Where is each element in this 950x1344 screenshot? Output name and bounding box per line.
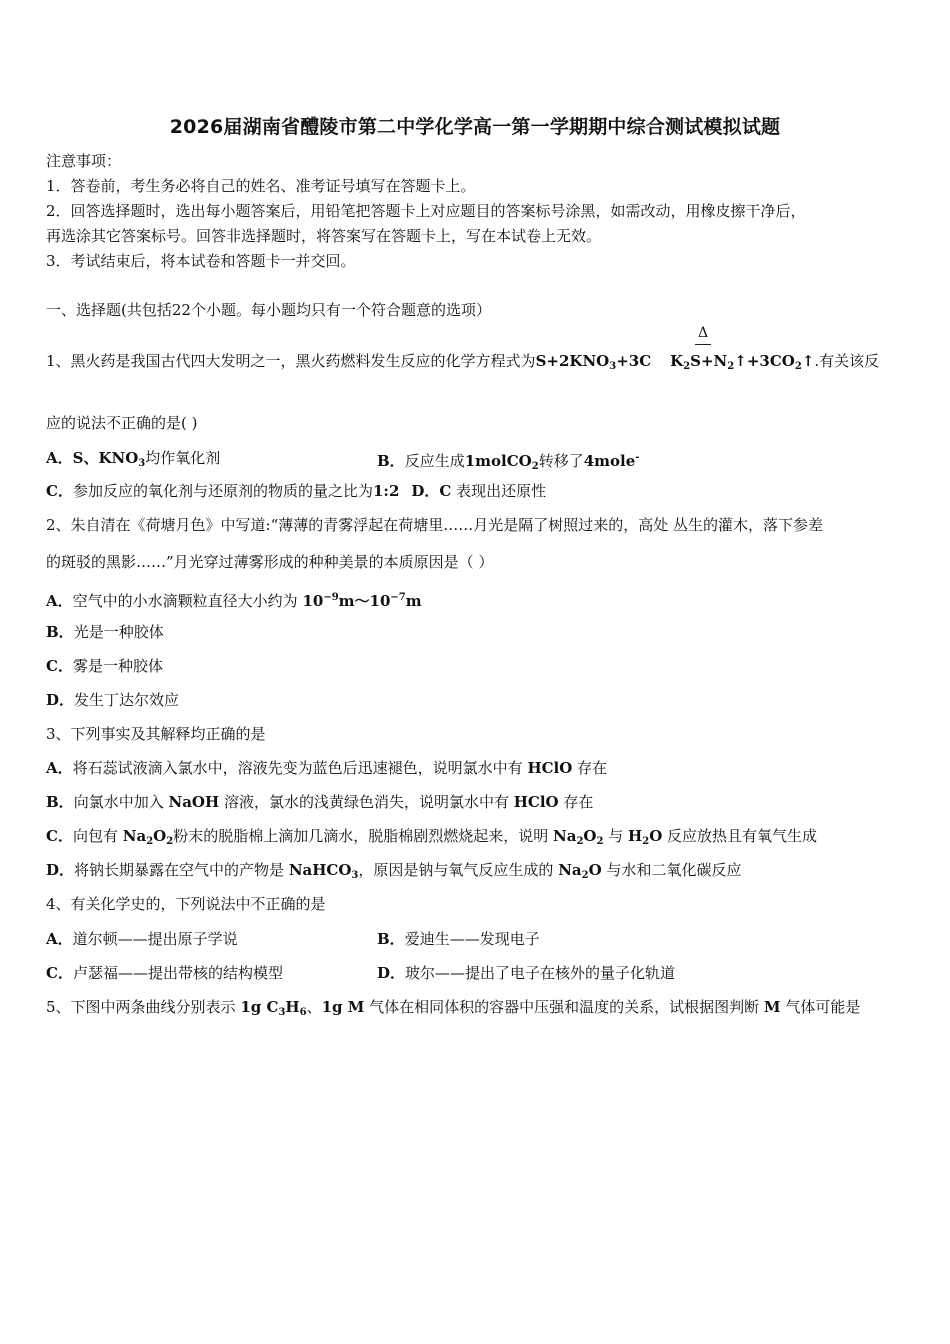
q4-option-d[interactable]: D．玻尔——提出了电子在核外的量子化轨道 (377, 964, 676, 982)
q2-option-c[interactable]: C．雾是一种胶体 (46, 657, 163, 675)
page-title: 2026届湖南省醴陵市第二中学化学高一第一学期期中综合测试模拟试题 (169, 116, 781, 138)
q2-option-b[interactable]: B．光是一种胶体 (46, 623, 164, 641)
question-5-stem: 5、下图中两条曲线分别表示 1g $C_3H_6$、1g M 气体在相同体积的容器中压强和温度的关系，试根据图判断 M 气体可能是 (46, 998, 861, 1018)
q3-option-b[interactable]: B．向氯水中加入 NaOH 溶液，氯水的浅黄绿色消失，说明氯水中有 HClO 存在 (46, 793, 594, 811)
equation-right: $K_2S+N_2↑+3CO_2↑$ (670, 352, 815, 372)
notice-item-2b: 再选涂其它答案标号。回答非选择题时，将答案写在答题卡上，写在本试卷上无效。 (46, 227, 602, 245)
q4-option-c[interactable]: C．卢瑟福——提出带核的结构模型 (46, 964, 283, 982)
q3-option-c[interactable]: C．向包有 $Na_2O_2$粉末的脱脂棉上滴加几滴水，脱脂棉剧烈燃烧起来，说明 $Na_2O_2$ 与 $H_2O$ 反应放热且有氧气生成 (46, 827, 818, 847)
question-1-stem: 1、黑火药是我国古代四大发明之一，黑火药燃料发生反应的化学方程式为$S+2KNO_3+3C$ $K_2S+N_2↑+3CO_2↑$.有关该反 (46, 352, 880, 372)
question-number: 3、 (46, 725, 71, 743)
q1-stem-text: 黑火药是我国古代四大发明之一，黑火药燃料发生反应的化学方程式为 (70, 352, 536, 370)
question-number: 4、 (46, 895, 71, 913)
question-number: 1、 (46, 352, 71, 370)
question-1-stem-cont: 应的说法不正确的是( ) (46, 414, 198, 432)
q1-option-c[interactable]: C．参加反应的氧化剂与还原剂的物质的量之比为1:2 (46, 482, 400, 500)
q1-option-d[interactable]: D．C 表现出还原性 (411, 482, 547, 500)
reaction-condition-bar (695, 344, 711, 345)
question-number: 5、 (46, 998, 71, 1016)
notice-heading: 注意事项： (46, 152, 122, 170)
q2-option-d[interactable]: D．发生丁达尔效应 (46, 691, 180, 709)
q2-option-a[interactable]: A．空气中的小水滴颗粒直径大小约为 $10^{-9}m\sim 10^{-7}m$ (46, 592, 422, 610)
q4-option-a[interactable]: A．道尔顿——提出原子学说 (46, 930, 238, 948)
q1-option-b[interactable]: B．反应生成1molCO$_2$转移了4mole- (377, 452, 640, 472)
q4-option-b[interactable]: B．爱迪生——发现电子 (377, 930, 540, 948)
section-heading: 一、选择题(共包括22个小题。每小题均只有一个符合题意的选项） (46, 301, 491, 319)
heat-delta-symbol: Δ (697, 325, 709, 341)
q3-option-a[interactable]: A．将石蕊试液滴入氯水中，溶液先变为蓝色后迅速褪色，说明氯水中有 HClO 存在 (46, 759, 608, 777)
notice-item-3: 3．考试结束后，将本试卷和答题卡一并交回。 (46, 252, 356, 270)
question-2-stem: 2、朱自清在《荷塘月色》中写道:“薄薄的青雾浮起在荷塘里……月光是隔了树照过来的，高处 丛生的灌木，落下参差 (46, 516, 824, 534)
notice-item-2a: 2．回答选择题时，选出每小题答案后，用铅笔把答题卡上对应题目的答案标号涂黑，如需改动，用橡皮擦干净后， (46, 202, 806, 220)
q3-option-d[interactable]: D．将钠长期暴露在空气中的产物是 NaHCO$_3$，原因是钠与氧气反应生成的 $Na_2O$ 与水和二氧化碳反应 (46, 861, 742, 881)
question-3-stem: 3、下列事实及其解释均正确的是 (46, 725, 266, 743)
q1-option-c-d (46, 481, 546, 501)
equation-left: $S+2KNO_3+3C$ (535, 352, 652, 372)
question-4-stem: 4、有关化学史的，下列说法中不正确的是 (46, 895, 326, 913)
q1-option-a[interactable]: A．S、$KNO_3$均作氧化剂 (46, 449, 221, 469)
notice-item-1: 1．答卷前，考生务必将自己的姓名、准考证号填写在答题卡上。 (46, 177, 476, 195)
question-2-stem-cont: 的斑驳的黑影……”月光穿过薄雾形成的种种美景的本质原因是（ ） (46, 553, 494, 571)
question-number: 2、 (46, 516, 71, 534)
